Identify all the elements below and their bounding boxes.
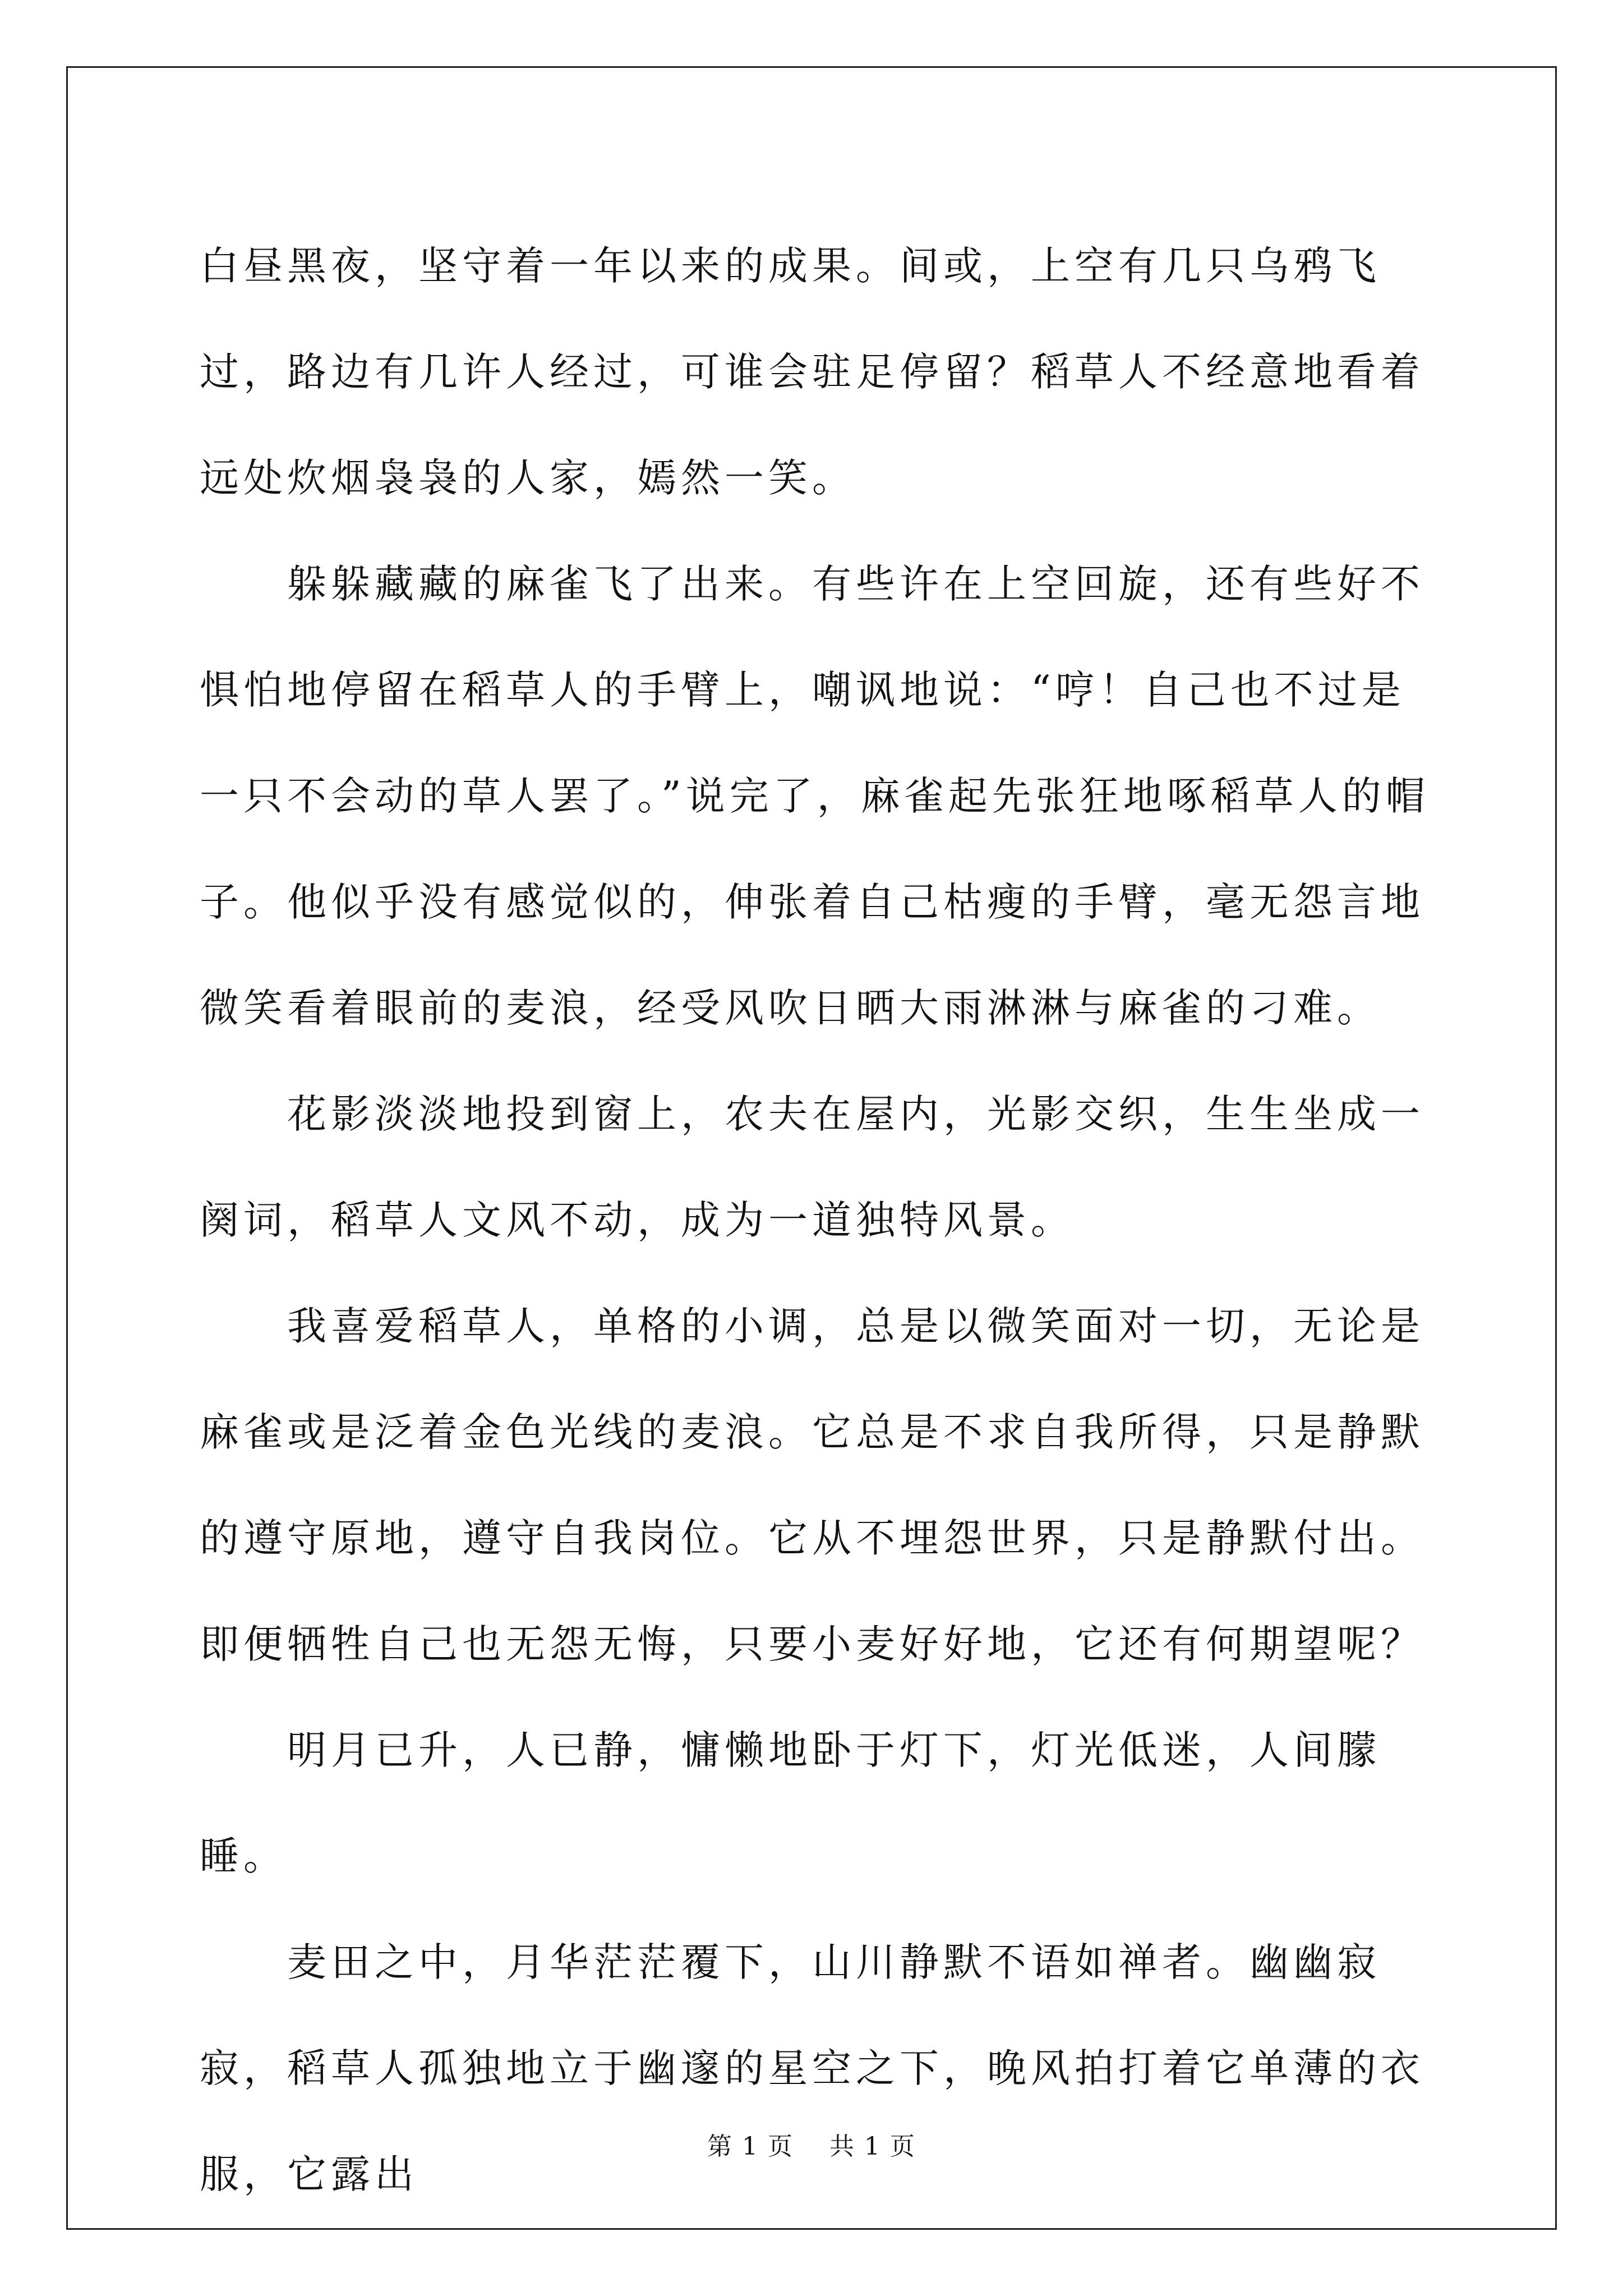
page-total: 共 1 页 [829, 2132, 916, 2161]
page-footer [0, 2126, 1623, 2162]
paragraph-5: 明月已升，人已静，慵懒地卧于灯下，灯光低迷，人间朦睡。 [200, 1727, 1381, 1879]
paragraph-2: 躲躲藏藏的麻雀飞了出来。有些许在上空回旋，还有些好不惧怕地停留在稻草人的手臂上，嘲讽地说：“哼！自己也不过是一只不会动的草人罢了。”说完了，麻雀起先张狂地啄稻草人的帽子。他似乎没有感觉似的，伸张着自己枯瘦的手臂，毫无怨言地微笑看着眼前的麦浪，经受风吹日晒大雨淋淋与麻雀的刁难。 [200, 561, 1430, 1031]
paragraph-6: 麦田之中，月华茫茫覆下，山川静默不语如禅者。幽幽寂寂，稻草人孤独地立于幽邃的星空之下，晚风拍打着它单薄的衣服，它露出 [200, 1939, 1424, 2197]
paragraph-3: 花影淡淡地投到窗上，农夫在屋内，光影交织，生生坐成一阕词，稻草人文风不动，成为一道独特风景。 [200, 1091, 1424, 1243]
page-number: 第 1 页 [707, 2132, 794, 2161]
paragraph-4: 我喜爱稻草人，单格的小调，总是以微笑面对一切，无论是麻雀或是泛着金色光线的麦浪。它总是不求自我所得，只是静默的遵守原地，遵守自我岗位。它从不埋怨世界，只是静默付出。即便牺牲自己也无怨无悔，只要小麦好好地，它还有何期望呢？ [200, 1303, 1424, 1667]
paragraph-1: 白昼黑夜，坚守着一年以来的成果。间或，上空有几只乌鸦飞过，路边有几许人经过，可谁会驻足停留？稻草人不经意地看着远处炊烟袅袅的人家，嫣然一笑。 [200, 243, 1424, 501]
document-body [200, 213, 1433, 2228]
